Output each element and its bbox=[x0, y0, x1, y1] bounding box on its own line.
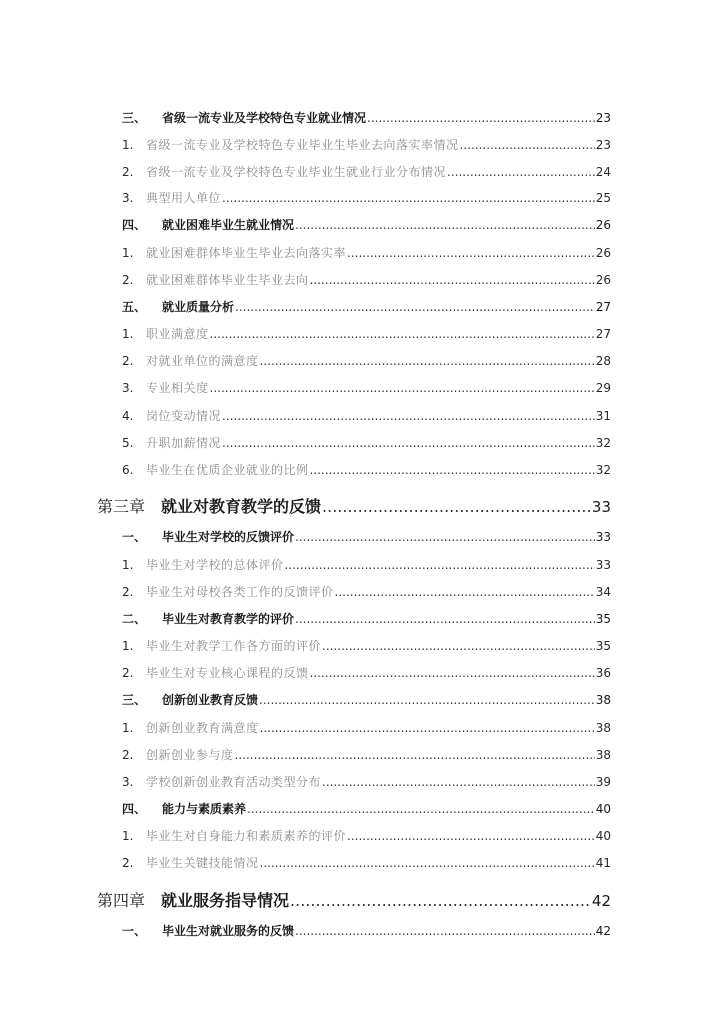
toc-chapter-row[interactable] bbox=[97, 494, 611, 516]
toc-item-row[interactable] bbox=[122, 664, 611, 680]
toc-item-row[interactable] bbox=[122, 379, 611, 395]
toc-title: 毕业生对学校的反馈评价 bbox=[162, 530, 295, 544]
toc-title: 学校创新创业教育活动类型分布 bbox=[146, 775, 322, 789]
toc-title: 就业困难群体毕业生毕业去向落实率 bbox=[146, 246, 347, 260]
toc-title: 就业困难群体毕业生毕业去向 bbox=[146, 273, 309, 287]
toc-number: 四、 bbox=[122, 218, 147, 232]
toc-number: 1. bbox=[122, 246, 134, 260]
toc-item-row[interactable] bbox=[122, 244, 611, 260]
toc-item-row[interactable] bbox=[122, 746, 611, 762]
toc-chapter-number: 第三章 bbox=[97, 497, 146, 516]
dot-leader bbox=[367, 111, 595, 125]
toc-number: 四、 bbox=[122, 802, 147, 816]
toc-page-number: 27 bbox=[595, 300, 611, 314]
toc-title: 专业相关度 bbox=[146, 381, 209, 395]
toc-page-number: 38 bbox=[595, 748, 611, 762]
toc-item-row[interactable] bbox=[122, 637, 611, 653]
toc-page-number: 29 bbox=[595, 381, 611, 395]
toc-title: 毕业生关键技能情况 bbox=[146, 856, 259, 870]
toc-page-number: 34 bbox=[595, 585, 611, 599]
toc-page-number: 33 bbox=[595, 558, 611, 572]
toc-page-number: 32 bbox=[595, 436, 611, 450]
toc-section-row[interactable] bbox=[122, 922, 611, 938]
toc-title: 毕业生在优质企业就业的比例 bbox=[146, 463, 309, 477]
toc-page-number: 35 bbox=[595, 612, 611, 626]
dot-leader bbox=[222, 436, 595, 450]
toc-number: 3. bbox=[122, 381, 134, 395]
toc-page-number: 26 bbox=[595, 273, 611, 287]
dot-leader bbox=[322, 497, 591, 516]
toc-page-number: 26 bbox=[595, 246, 611, 260]
toc-section-row[interactable] bbox=[122, 216, 611, 232]
toc-title: 职业满意度 bbox=[146, 327, 209, 341]
toc-page-number: 35 bbox=[595, 639, 611, 653]
dot-leader bbox=[310, 463, 595, 477]
toc-page-number: 31 bbox=[595, 409, 611, 423]
toc-section-row[interactable] bbox=[122, 528, 611, 544]
toc-number: 一、 bbox=[122, 924, 147, 938]
toc-item-row[interactable] bbox=[122, 773, 611, 789]
toc-title: 省级一流专业及学校特色专业就业情况 bbox=[162, 111, 367, 125]
dot-leader bbox=[210, 381, 595, 395]
dot-leader bbox=[290, 891, 591, 910]
toc-title: 省级一流专业及学校特色专业毕业生就业行业分布情况 bbox=[146, 165, 447, 179]
toc-number: 5. bbox=[122, 436, 134, 450]
toc-title: 毕业生对自身能力和素质素养的评价 bbox=[146, 829, 347, 843]
toc-title: 就业困难毕业生就业情况 bbox=[162, 218, 295, 232]
dot-leader bbox=[295, 530, 595, 544]
toc-item-row[interactable] bbox=[122, 189, 611, 205]
toc-item-row[interactable] bbox=[122, 407, 611, 423]
toc-item-row[interactable] bbox=[122, 163, 611, 179]
toc-title: 创新创业教育反馈 bbox=[162, 693, 259, 707]
toc-number: 一、 bbox=[122, 530, 147, 544]
toc-number: 二、 bbox=[122, 612, 147, 626]
toc-page-number: 42 bbox=[595, 924, 611, 938]
toc-page-number: 40 bbox=[595, 829, 611, 843]
toc-title: 毕业生对就业服务的反馈 bbox=[162, 924, 295, 938]
toc-page-number: 36 bbox=[595, 666, 611, 680]
dot-leader bbox=[347, 829, 595, 843]
toc-number: 2. bbox=[122, 273, 134, 287]
toc-item-row[interactable] bbox=[122, 325, 611, 341]
toc-number: 6. bbox=[122, 463, 134, 477]
dot-leader bbox=[347, 246, 595, 260]
toc-number: 1. bbox=[122, 327, 134, 341]
toc-title: 能力与素质素养 bbox=[162, 802, 247, 816]
toc-number: 三、 bbox=[122, 693, 147, 707]
toc-number: 1. bbox=[122, 639, 134, 653]
toc-title: 就业质量分析 bbox=[162, 300, 235, 314]
toc-number: 三、 bbox=[122, 111, 147, 125]
toc-title: 省级一流专业及学校特色专业毕业生毕业去向落实率情况 bbox=[146, 138, 459, 152]
toc-item-row[interactable] bbox=[122, 461, 611, 477]
dot-leader bbox=[260, 856, 595, 870]
toc-page-number: 23 bbox=[595, 138, 611, 152]
toc-title: 毕业生对教学工作各方面的评价 bbox=[146, 639, 322, 653]
toc-title: 毕业生对教育教学的评价 bbox=[162, 612, 295, 626]
toc-number: 1. bbox=[122, 138, 134, 152]
toc-item-row[interactable] bbox=[122, 136, 611, 152]
dot-leader bbox=[259, 693, 595, 707]
dot-leader bbox=[295, 218, 595, 232]
dot-leader bbox=[235, 748, 595, 762]
toc-number: 2. bbox=[122, 666, 134, 680]
dot-leader bbox=[222, 191, 595, 205]
toc-section-row[interactable] bbox=[122, 298, 611, 314]
toc-page-number: 40 bbox=[595, 802, 611, 816]
toc-item-row[interactable] bbox=[122, 352, 611, 368]
dot-leader bbox=[210, 327, 595, 341]
toc-number: 1. bbox=[122, 829, 134, 843]
toc-page-number: 25 bbox=[595, 191, 611, 205]
toc-title: 就业服务指导情况 bbox=[161, 891, 290, 910]
toc-item-row[interactable] bbox=[122, 719, 611, 735]
dot-leader bbox=[260, 354, 595, 368]
toc-number: 2. bbox=[122, 585, 134, 599]
toc-page-number: 23 bbox=[595, 111, 611, 125]
toc-page-number: 39 bbox=[595, 775, 611, 789]
toc-page-number: 38 bbox=[595, 721, 611, 735]
dot-leader bbox=[322, 775, 595, 789]
toc-title: 就业对教育教学的反馈 bbox=[161, 497, 322, 516]
toc-title: 对就业单位的满意度 bbox=[146, 354, 259, 368]
dot-leader bbox=[335, 585, 595, 599]
dot-leader bbox=[285, 558, 595, 572]
toc-item-row[interactable] bbox=[122, 271, 611, 287]
toc-title: 创新创业教育满意度 bbox=[146, 721, 259, 735]
toc-item-row[interactable] bbox=[122, 827, 611, 843]
toc-title: 升职加薪情况 bbox=[146, 436, 222, 450]
toc-number: 3. bbox=[122, 191, 134, 205]
toc-title: 典型用人单位 bbox=[146, 191, 222, 205]
toc-number: 五、 bbox=[122, 300, 147, 314]
toc-title: 毕业生对母校各类工作的反馈评价 bbox=[146, 585, 334, 599]
toc-page-number: 27 bbox=[595, 327, 611, 341]
toc-title: 岗位变动情况 bbox=[146, 409, 222, 423]
toc-item-row[interactable] bbox=[122, 434, 611, 450]
dot-leader bbox=[260, 721, 595, 735]
toc-chapter-number: 第四章 bbox=[97, 891, 146, 910]
toc-item-row[interactable] bbox=[122, 854, 611, 870]
toc-title: 创新创业参与度 bbox=[146, 748, 234, 762]
toc-item-row[interactable] bbox=[122, 583, 611, 599]
dot-leader bbox=[447, 165, 595, 179]
dot-leader bbox=[295, 612, 595, 626]
toc-number: 1. bbox=[122, 721, 134, 735]
toc-number: 3. bbox=[122, 775, 134, 789]
toc-section-row[interactable] bbox=[122, 610, 611, 626]
dot-leader bbox=[460, 138, 595, 152]
toc-number: 2. bbox=[122, 856, 134, 870]
dot-leader bbox=[322, 639, 595, 653]
toc-chapter-row[interactable] bbox=[97, 888, 611, 910]
toc-number: 4. bbox=[122, 409, 134, 423]
dot-leader bbox=[222, 409, 595, 423]
toc-title: 毕业生对学校的总体评价 bbox=[146, 558, 284, 572]
toc-number: 2. bbox=[122, 354, 134, 368]
toc-page-number: 42 bbox=[591, 892, 611, 910]
toc-number: 2. bbox=[122, 165, 134, 179]
dot-leader bbox=[295, 924, 595, 938]
toc-number: 2. bbox=[122, 748, 134, 762]
toc-section-row[interactable] bbox=[122, 800, 611, 816]
toc-page-number: 33 bbox=[591, 498, 611, 516]
dot-leader bbox=[310, 273, 595, 287]
toc-section-row[interactable] bbox=[122, 691, 611, 707]
toc-page-number: 26 bbox=[595, 218, 611, 232]
toc-page-number: 38 bbox=[595, 693, 611, 707]
toc-page-number: 24 bbox=[595, 165, 611, 179]
toc-section-row[interactable] bbox=[122, 109, 611, 125]
toc-page-number: 41 bbox=[595, 856, 611, 870]
toc-page-number: 33 bbox=[595, 530, 611, 544]
toc-title: 毕业生对专业核心课程的反馈 bbox=[146, 666, 309, 680]
dot-leader bbox=[247, 802, 595, 816]
toc-page-number: 32 bbox=[595, 463, 611, 477]
toc-number: 1. bbox=[122, 558, 134, 572]
dot-leader bbox=[235, 300, 595, 314]
toc-item-row[interactable] bbox=[122, 556, 611, 572]
dot-leader bbox=[310, 666, 595, 680]
toc-page-number: 28 bbox=[595, 354, 611, 368]
